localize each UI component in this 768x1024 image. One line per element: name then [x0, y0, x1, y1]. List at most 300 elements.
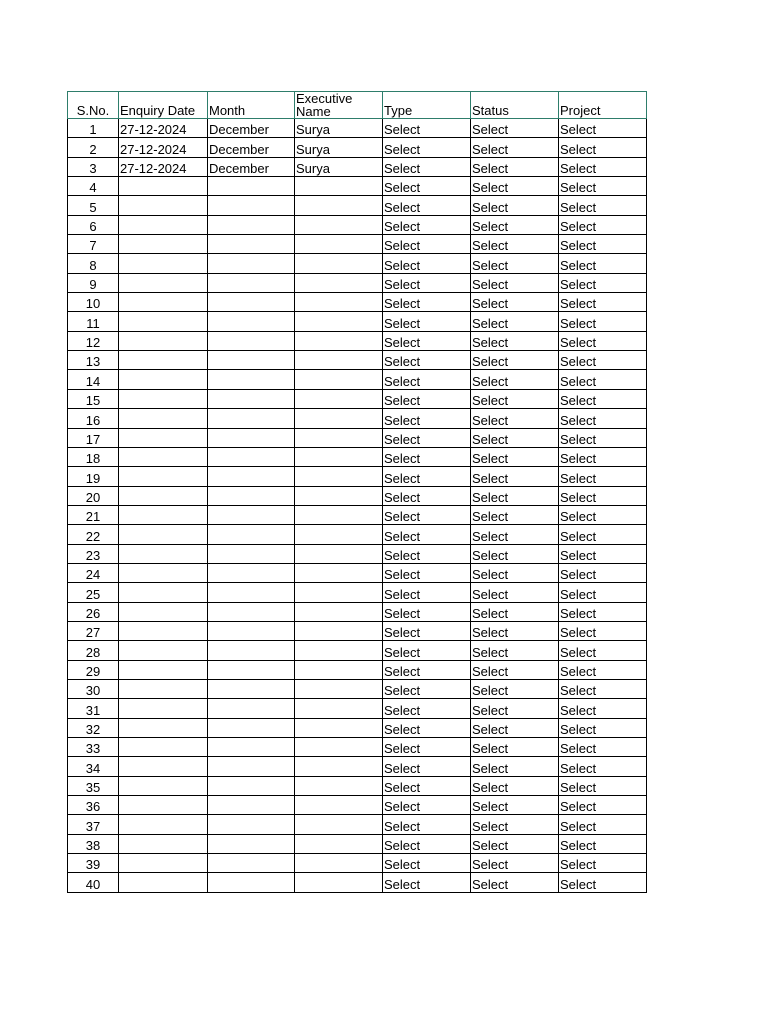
- status-select[interactable]: Select: [471, 738, 559, 757]
- month-cell[interactable]: [208, 738, 295, 757]
- month-cell[interactable]: [208, 699, 295, 718]
- sno-cell: 40: [68, 873, 119, 892]
- executive-name-cell[interactable]: [295, 815, 383, 834]
- enquiry-date-cell[interactable]: [119, 583, 208, 602]
- sno-cell: 14: [68, 370, 119, 389]
- month-cell[interactable]: [208, 389, 295, 408]
- type-select[interactable]: Select: [383, 699, 471, 718]
- enquiry-date-cell[interactable]: [119, 525, 208, 544]
- executive-name-cell[interactable]: [295, 447, 383, 466]
- project-select[interactable]: Select: [559, 409, 647, 428]
- project-select[interactable]: Select: [559, 776, 647, 795]
- enquiry-date-cell[interactable]: [119, 467, 208, 486]
- project-select[interactable]: Select: [559, 293, 647, 312]
- type-select[interactable]: Select: [383, 273, 471, 292]
- type-select[interactable]: Select: [383, 409, 471, 428]
- status-select[interactable]: Select: [471, 157, 559, 176]
- project-select[interactable]: Select: [559, 621, 647, 640]
- executive-name-cell[interactable]: [295, 563, 383, 582]
- status-select[interactable]: Select: [471, 834, 559, 853]
- project-select[interactable]: Select: [559, 873, 647, 892]
- executive-name-cell[interactable]: Surya: [295, 157, 383, 176]
- executive-name-cell[interactable]: [295, 273, 383, 292]
- status-select[interactable]: Select: [471, 776, 559, 795]
- enquiry-date-cell[interactable]: [119, 505, 208, 524]
- type-select[interactable]: Select: [383, 796, 471, 815]
- enquiry-date-cell[interactable]: [119, 254, 208, 273]
- executive-name-cell[interactable]: [295, 177, 383, 196]
- project-select[interactable]: Select: [559, 138, 647, 157]
- project-select[interactable]: Select: [559, 699, 647, 718]
- table-row: [68, 486, 647, 505]
- month-cell[interactable]: [208, 544, 295, 563]
- executive-name-cell[interactable]: [295, 389, 383, 408]
- sno-cell: 28: [68, 641, 119, 660]
- project-select[interactable]: Select: [559, 583, 647, 602]
- project-select[interactable]: Select: [559, 660, 647, 679]
- project-select[interactable]: Select: [559, 757, 647, 776]
- month-cell[interactable]: December: [208, 157, 295, 176]
- status-select[interactable]: Select: [471, 544, 559, 563]
- project-select[interactable]: Select: [559, 467, 647, 486]
- month-cell[interactable]: [208, 679, 295, 698]
- type-select[interactable]: Select: [383, 621, 471, 640]
- enquiry-date-cell[interactable]: [119, 486, 208, 505]
- enquiry-date-cell[interactable]: [119, 757, 208, 776]
- project-select[interactable]: Select: [559, 602, 647, 621]
- project-select[interactable]: Select: [559, 215, 647, 234]
- month-cell[interactable]: [208, 505, 295, 524]
- executive-name-cell[interactable]: [295, 331, 383, 350]
- sno-cell: 31: [68, 699, 119, 718]
- status-select[interactable]: Select: [471, 525, 559, 544]
- executive-name-cell[interactable]: Surya: [295, 119, 383, 138]
- status-select[interactable]: Select: [471, 583, 559, 602]
- enquiry-date-cell[interactable]: [119, 389, 208, 408]
- project-select[interactable]: Select: [559, 447, 647, 466]
- enquiry-date-cell[interactable]: [119, 621, 208, 640]
- month-cell[interactable]: [208, 854, 295, 873]
- executive-name-cell[interactable]: [295, 699, 383, 718]
- enquiry-date-cell[interactable]: 27-12-2024: [119, 157, 208, 176]
- enquiry-date-cell[interactable]: [119, 834, 208, 853]
- header-row: [68, 92, 647, 119]
- type-select[interactable]: Select: [383, 776, 471, 795]
- type-select[interactable]: Select: [383, 641, 471, 660]
- status-select[interactable]: Select: [471, 235, 559, 254]
- executive-name-cell[interactable]: [295, 428, 383, 447]
- sno-cell: 24: [68, 563, 119, 582]
- table-row: [68, 602, 647, 621]
- month-cell[interactable]: [208, 796, 295, 815]
- enquiry-date-cell[interactable]: [119, 854, 208, 873]
- enquiry-date-cell[interactable]: [119, 718, 208, 737]
- executive-name-cell[interactable]: [295, 660, 383, 679]
- sno-cell: 20: [68, 486, 119, 505]
- enquiry-date-cell[interactable]: [119, 699, 208, 718]
- type-select[interactable]: Select: [383, 486, 471, 505]
- sno-cell: 18: [68, 447, 119, 466]
- type-select[interactable]: Select: [383, 428, 471, 447]
- month-cell[interactable]: [208, 351, 295, 370]
- project-select[interactable]: Select: [559, 273, 647, 292]
- month-cell[interactable]: [208, 486, 295, 505]
- table-row: [68, 757, 647, 776]
- project-select[interactable]: Select: [559, 718, 647, 737]
- enquiry-date-cell[interactable]: [119, 370, 208, 389]
- project-select[interactable]: Select: [559, 428, 647, 447]
- table-row: [68, 138, 647, 157]
- month-cell[interactable]: [208, 215, 295, 234]
- month-cell[interactable]: December: [208, 119, 295, 138]
- sno-cell: 12: [68, 331, 119, 350]
- enquiry-date-cell[interactable]: [119, 738, 208, 757]
- month-cell[interactable]: [208, 235, 295, 254]
- header-month: Month: [208, 92, 295, 119]
- executive-name-cell[interactable]: [295, 602, 383, 621]
- status-select[interactable]: Select: [471, 215, 559, 234]
- enquiry-date-cell[interactable]: [119, 196, 208, 215]
- status-select[interactable]: Select: [471, 679, 559, 698]
- sno-cell: 16: [68, 409, 119, 428]
- enquiry-date-cell[interactable]: [119, 428, 208, 447]
- project-select[interactable]: Select: [559, 486, 647, 505]
- status-select[interactable]: Select: [471, 467, 559, 486]
- executive-name-cell[interactable]: [295, 583, 383, 602]
- project-select[interactable]: Select: [559, 563, 647, 582]
- enquiry-date-cell[interactable]: 27-12-2024: [119, 138, 208, 157]
- status-select[interactable]: Select: [471, 119, 559, 138]
- month-cell[interactable]: [208, 428, 295, 447]
- type-select[interactable]: Select: [383, 660, 471, 679]
- type-select[interactable]: Select: [383, 177, 471, 196]
- type-select[interactable]: Select: [383, 389, 471, 408]
- sno-cell: 9: [68, 273, 119, 292]
- month-cell[interactable]: [208, 621, 295, 640]
- sno-cell: 33: [68, 738, 119, 757]
- project-select[interactable]: Select: [559, 389, 647, 408]
- status-select[interactable]: Select: [471, 854, 559, 873]
- month-cell[interactable]: [208, 757, 295, 776]
- project-select[interactable]: Select: [559, 505, 647, 524]
- status-select[interactable]: Select: [471, 428, 559, 447]
- type-select[interactable]: Select: [383, 467, 471, 486]
- executive-name-cell[interactable]: [295, 873, 383, 892]
- status-select[interactable]: Select: [471, 602, 559, 621]
- month-cell[interactable]: [208, 312, 295, 331]
- enquiry-date-cell[interactable]: [119, 273, 208, 292]
- project-select[interactable]: Select: [559, 525, 647, 544]
- project-select[interactable]: Select: [559, 235, 647, 254]
- enquiry-date-cell[interactable]: [119, 660, 208, 679]
- type-select[interactable]: Select: [383, 119, 471, 138]
- type-select[interactable]: Select: [383, 757, 471, 776]
- sno-cell: 21: [68, 505, 119, 524]
- table-row: [68, 254, 647, 273]
- enquiry-date-cell[interactable]: [119, 312, 208, 331]
- sno-cell: 3: [68, 157, 119, 176]
- type-select[interactable]: Select: [383, 834, 471, 853]
- month-cell[interactable]: [208, 583, 295, 602]
- month-cell[interactable]: [208, 409, 295, 428]
- status-select[interactable]: Select: [471, 699, 559, 718]
- status-select[interactable]: Select: [471, 486, 559, 505]
- sno-cell: 8: [68, 254, 119, 273]
- month-cell[interactable]: [208, 718, 295, 737]
- table-row: [68, 119, 647, 138]
- project-select[interactable]: Select: [559, 254, 647, 273]
- type-select[interactable]: Select: [383, 351, 471, 370]
- status-select[interactable]: Select: [471, 409, 559, 428]
- type-select[interactable]: Select: [383, 718, 471, 737]
- month-cell[interactable]: [208, 273, 295, 292]
- table-row: [68, 563, 647, 582]
- project-select[interactable]: Select: [559, 641, 647, 660]
- project-select[interactable]: Select: [559, 370, 647, 389]
- status-select[interactable]: Select: [471, 563, 559, 582]
- type-select[interactable]: Select: [383, 602, 471, 621]
- status-select[interactable]: Select: [471, 621, 559, 640]
- status-select[interactable]: Select: [471, 815, 559, 834]
- status-select[interactable]: Select: [471, 312, 559, 331]
- type-select[interactable]: Select: [383, 738, 471, 757]
- enquiry-date-cell[interactable]: [119, 641, 208, 660]
- table-row: [68, 525, 647, 544]
- status-select[interactable]: Select: [471, 718, 559, 737]
- project-select[interactable]: Select: [559, 679, 647, 698]
- executive-name-cell[interactable]: [295, 621, 383, 640]
- type-select[interactable]: Select: [383, 312, 471, 331]
- month-cell[interactable]: [208, 254, 295, 273]
- status-select[interactable]: Select: [471, 351, 559, 370]
- table-row: [68, 583, 647, 602]
- table-row: [68, 467, 647, 486]
- sno-cell: 35: [68, 776, 119, 795]
- status-select[interactable]: Select: [471, 370, 559, 389]
- executive-name-cell[interactable]: [295, 196, 383, 215]
- header-status: Status: [471, 92, 559, 119]
- month-cell[interactable]: December: [208, 138, 295, 157]
- sno-cell: 5: [68, 196, 119, 215]
- project-select[interactable]: Select: [559, 834, 647, 853]
- type-select[interactable]: Select: [383, 873, 471, 892]
- type-select[interactable]: Select: [383, 293, 471, 312]
- sno-cell: 15: [68, 389, 119, 408]
- executive-name-cell[interactable]: [295, 776, 383, 795]
- type-select[interactable]: Select: [383, 544, 471, 563]
- type-select[interactable]: Select: [383, 138, 471, 157]
- executive-name-cell[interactable]: [295, 525, 383, 544]
- month-cell[interactable]: [208, 834, 295, 853]
- enquiry-date-cell[interactable]: [119, 215, 208, 234]
- project-select[interactable]: Select: [559, 157, 647, 176]
- table-row: [68, 370, 647, 389]
- executive-name-cell[interactable]: [295, 254, 383, 273]
- executive-name-cell[interactable]: [295, 351, 383, 370]
- executive-name-cell[interactable]: [295, 293, 383, 312]
- sno-cell: 11: [68, 312, 119, 331]
- month-cell[interactable]: [208, 602, 295, 621]
- header-executive-name: Executive Name: [295, 92, 383, 119]
- type-select[interactable]: Select: [383, 370, 471, 389]
- month-cell[interactable]: [208, 177, 295, 196]
- project-select[interactable]: Select: [559, 119, 647, 138]
- enquiry-date-cell[interactable]: [119, 409, 208, 428]
- status-select[interactable]: Select: [471, 796, 559, 815]
- sno-cell: 4: [68, 177, 119, 196]
- enquiry-date-cell[interactable]: [119, 796, 208, 815]
- enquiry-date-cell[interactable]: 27-12-2024: [119, 119, 208, 138]
- type-select[interactable]: Select: [383, 679, 471, 698]
- type-select[interactable]: Select: [383, 854, 471, 873]
- month-cell[interactable]: [208, 873, 295, 892]
- status-select[interactable]: Select: [471, 138, 559, 157]
- executive-name-cell[interactable]: Surya: [295, 138, 383, 157]
- executive-name-cell[interactable]: [295, 718, 383, 737]
- table-row: [68, 235, 647, 254]
- executive-name-cell[interactable]: [295, 679, 383, 698]
- status-select[interactable]: Select: [471, 293, 559, 312]
- table-row: [68, 718, 647, 737]
- type-select[interactable]: Select: [383, 331, 471, 350]
- month-cell[interactable]: [208, 815, 295, 834]
- project-select[interactable]: Select: [559, 738, 647, 757]
- project-select[interactable]: Select: [559, 351, 647, 370]
- status-select[interactable]: Select: [471, 177, 559, 196]
- executive-name-cell[interactable]: [295, 235, 383, 254]
- month-cell[interactable]: [208, 447, 295, 466]
- project-select[interactable]: Select: [559, 815, 647, 834]
- status-select[interactable]: Select: [471, 389, 559, 408]
- status-select[interactable]: Select: [471, 447, 559, 466]
- month-cell[interactable]: [208, 196, 295, 215]
- executive-name-cell[interactable]: [295, 467, 383, 486]
- project-select[interactable]: Select: [559, 312, 647, 331]
- status-select[interactable]: Select: [471, 196, 559, 215]
- table-row: [68, 660, 647, 679]
- executive-name-cell[interactable]: [295, 409, 383, 428]
- table-row: [68, 312, 647, 331]
- month-cell[interactable]: [208, 331, 295, 350]
- enquiry-date-cell[interactable]: [119, 873, 208, 892]
- sno-cell: 26: [68, 602, 119, 621]
- table-row: [68, 389, 647, 408]
- enquiry-date-cell[interactable]: [119, 776, 208, 795]
- executive-name-cell[interactable]: [295, 641, 383, 660]
- month-cell[interactable]: [208, 660, 295, 679]
- status-select[interactable]: Select: [471, 757, 559, 776]
- table-row: [68, 447, 647, 466]
- table-row: [68, 776, 647, 795]
- executive-name-cell[interactable]: [295, 486, 383, 505]
- type-select[interactable]: Select: [383, 254, 471, 273]
- type-select[interactable]: Select: [383, 505, 471, 524]
- enquiry-date-cell[interactable]: [119, 293, 208, 312]
- sno-cell: 13: [68, 351, 119, 370]
- project-select[interactable]: Select: [559, 796, 647, 815]
- type-select[interactable]: Select: [383, 157, 471, 176]
- month-cell[interactable]: [208, 641, 295, 660]
- executive-name-cell[interactable]: [295, 544, 383, 563]
- enquiry-date-cell[interactable]: [119, 602, 208, 621]
- status-select[interactable]: Select: [471, 331, 559, 350]
- executive-name-cell[interactable]: [295, 312, 383, 331]
- sno-cell: 37: [68, 815, 119, 834]
- enquiry-date-cell[interactable]: [119, 177, 208, 196]
- executive-name-cell[interactable]: [295, 834, 383, 853]
- status-select[interactable]: Select: [471, 505, 559, 524]
- status-select[interactable]: Select: [471, 641, 559, 660]
- table-row: [68, 293, 647, 312]
- executive-name-cell[interactable]: [295, 796, 383, 815]
- project-select[interactable]: Select: [559, 331, 647, 350]
- status-select[interactable]: Select: [471, 873, 559, 892]
- table-row: [68, 699, 647, 718]
- project-select[interactable]: Select: [559, 544, 647, 563]
- status-select[interactable]: Select: [471, 660, 559, 679]
- enquiry-date-cell[interactable]: [119, 351, 208, 370]
- month-cell[interactable]: [208, 370, 295, 389]
- month-cell[interactable]: [208, 776, 295, 795]
- sno-cell: 29: [68, 660, 119, 679]
- type-select[interactable]: Select: [383, 815, 471, 834]
- project-select[interactable]: Select: [559, 177, 647, 196]
- executive-name-cell[interactable]: [295, 757, 383, 776]
- executive-name-cell[interactable]: [295, 738, 383, 757]
- sno-cell: 32: [68, 718, 119, 737]
- type-select[interactable]: Select: [383, 563, 471, 582]
- executive-name-cell[interactable]: [295, 370, 383, 389]
- type-select[interactable]: Select: [383, 525, 471, 544]
- project-select[interactable]: Select: [559, 196, 647, 215]
- enquiry-date-cell[interactable]: [119, 679, 208, 698]
- type-select[interactable]: Select: [383, 447, 471, 466]
- type-select[interactable]: Select: [383, 583, 471, 602]
- table-header: [68, 92, 647, 119]
- enquiry-date-cell[interactable]: [119, 331, 208, 350]
- table-row: [68, 641, 647, 660]
- table-body: [68, 119, 647, 893]
- enquiry-date-cell[interactable]: [119, 235, 208, 254]
- status-select[interactable]: Select: [471, 254, 559, 273]
- month-cell[interactable]: [208, 467, 295, 486]
- month-cell[interactable]: [208, 525, 295, 544]
- executive-name-cell[interactable]: [295, 505, 383, 524]
- header-sno: S.No.: [68, 92, 119, 119]
- executive-name-cell[interactable]: [295, 854, 383, 873]
- month-cell[interactable]: [208, 563, 295, 582]
- month-cell[interactable]: [208, 293, 295, 312]
- type-select[interactable]: Select: [383, 196, 471, 215]
- status-select[interactable]: Select: [471, 273, 559, 292]
- table-row: [68, 331, 647, 350]
- type-select[interactable]: Select: [383, 215, 471, 234]
- table-row: [68, 409, 647, 428]
- enquiry-date-cell[interactable]: [119, 815, 208, 834]
- executive-name-cell[interactable]: [295, 215, 383, 234]
- sno-cell: 39: [68, 854, 119, 873]
- enquiry-date-cell[interactable]: [119, 563, 208, 582]
- sno-cell: 19: [68, 467, 119, 486]
- table-row: [68, 215, 647, 234]
- enquiry-date-cell[interactable]: [119, 544, 208, 563]
- project-select[interactable]: Select: [559, 854, 647, 873]
- sno-cell: 10: [68, 293, 119, 312]
- table-row: [68, 177, 647, 196]
- enquiry-table: [67, 91, 647, 893]
- type-select[interactable]: Select: [383, 235, 471, 254]
- enquiry-date-cell[interactable]: [119, 447, 208, 466]
